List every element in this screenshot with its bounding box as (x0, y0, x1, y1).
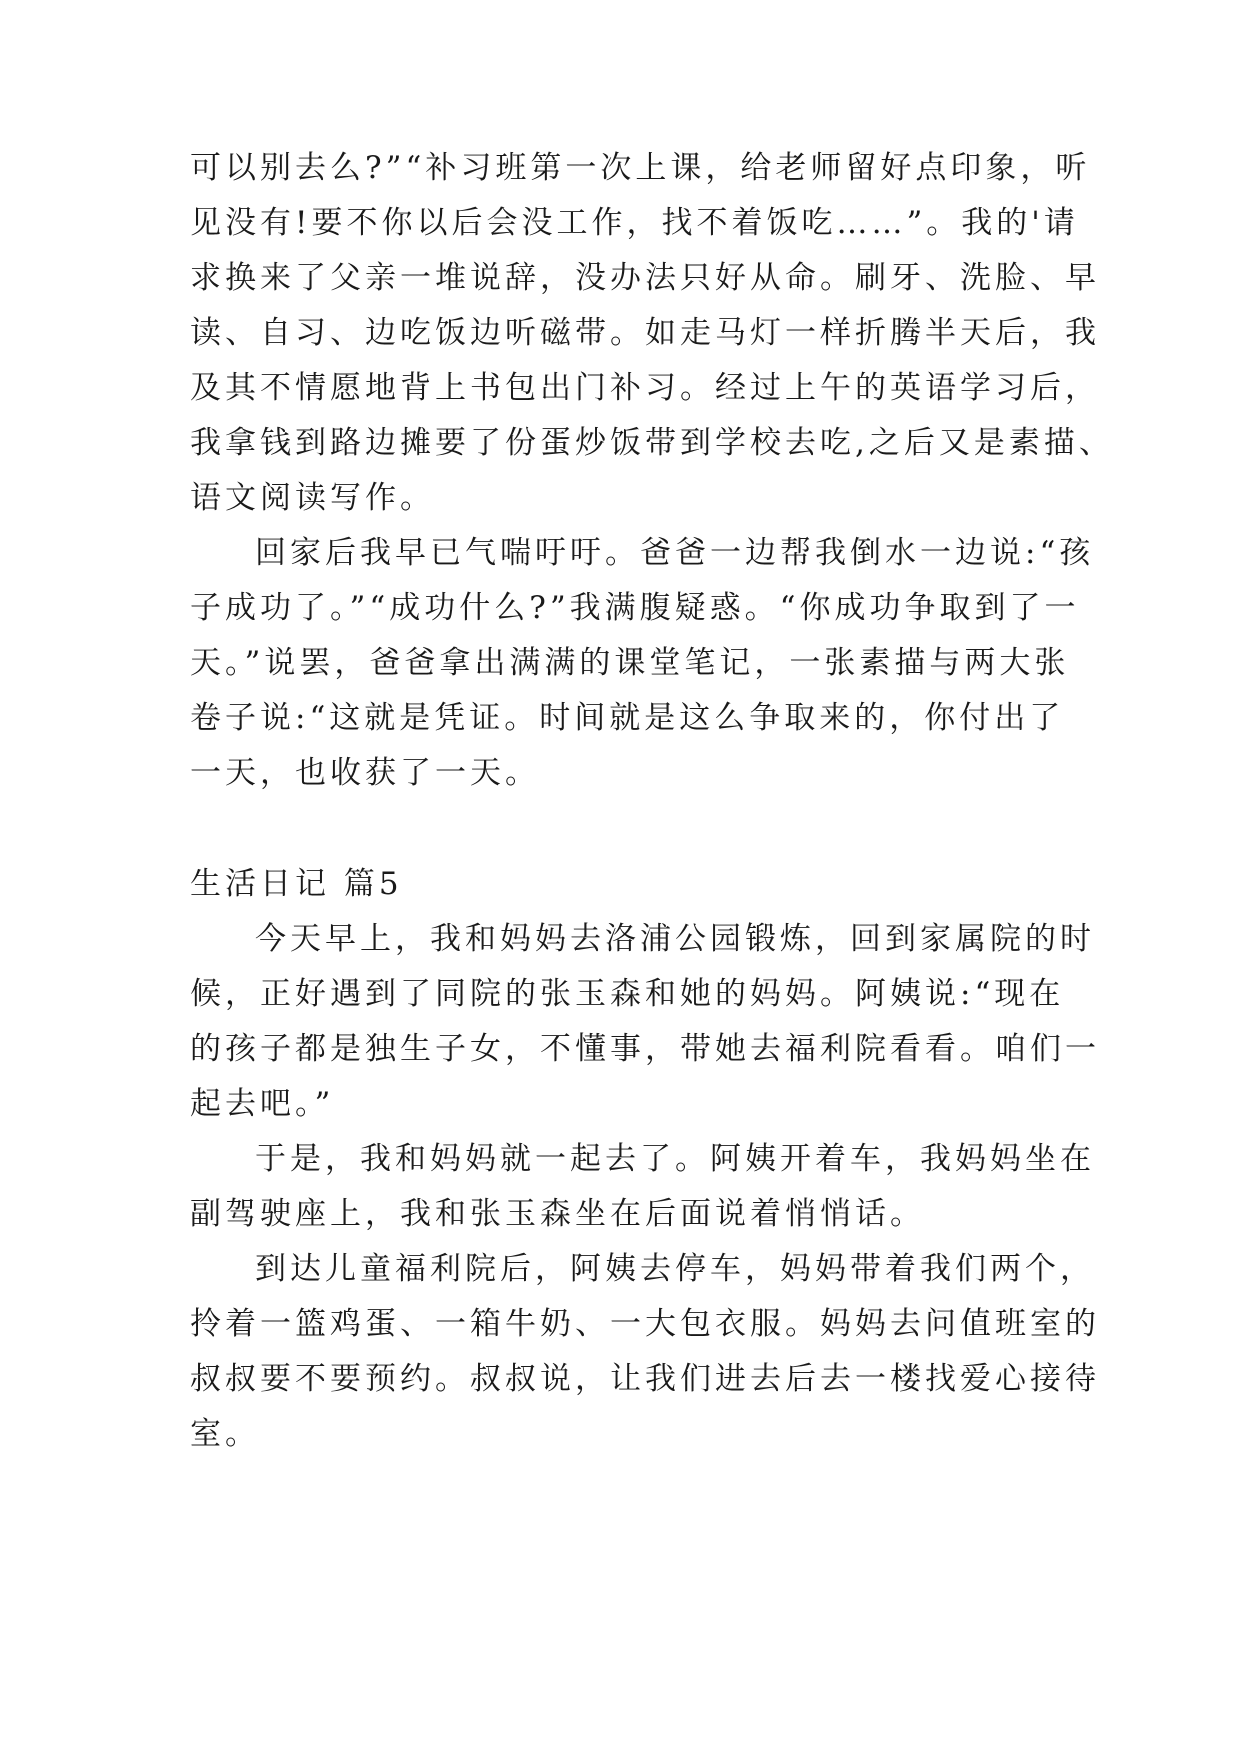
paragraph-line: 卷子说:“这就是凭证。时间就是这么争取来的，你付出了 (190, 700, 1065, 736)
paragraph-line: 及其不情愿地背上书包出门补习。经过上午的英语学习后， (190, 370, 1100, 406)
paragraph-line: 可以别去么?”“补习班第一次上课，给老师留好点印象，听 (190, 150, 1091, 186)
paragraph-line: 起去吧。” (190, 1086, 335, 1122)
paragraph-line: 候，正好遇到了同院的张玉森和她的妈妈。阿姨说:“现在 (190, 976, 1065, 1012)
paragraph-line: 见没有!要不你以后会没工作，找不着饭吃……”。我的'请 (190, 205, 1079, 241)
paragraph-line: 子成功了。”“成功什么?”我满腹疑惑。“你成功争取到了一 (190, 590, 1080, 626)
paragraph-line: 我拿钱到路边摊要了份蛋炒饭带到学校去吃,之后又是素描、 (190, 425, 1114, 461)
paragraph-line: 拎着一篮鸡蛋、一箱牛奶、一大包衣服。妈妈去问值班室的 (190, 1306, 1100, 1342)
section-heading: 生活日记 篇5 (190, 866, 403, 902)
paragraph-line: 的孩子都是独生子女，不懂事，带她去福利院看看。咱们一 (190, 1031, 1100, 1067)
paragraph-line: 天。”说罢，爸爸拿出满满的课堂笔记，一张素描与两大张 (190, 645, 1070, 681)
paragraph-line: 一天，也收获了一天。 (190, 755, 540, 791)
paragraph-line: 叔叔要不要预约。叔叔说，让我们进去后去一楼找爱心接待 (190, 1361, 1100, 1397)
paragraph-line: 读、自习、边吃饭边听磁带。如走马灯一样折腾半天后，我 (190, 315, 1100, 351)
paragraph-line: 语文阅读写作。 (190, 480, 435, 516)
paragraph-line: 副驾驶座上，我和张玉森坐在后面说着悄悄话。 (190, 1196, 925, 1232)
paragraph-line: 回家后我早已气喘吁吁。爸爸一边帮我倒水一边说:“孩 (255, 535, 1095, 571)
paragraph-line: 到达儿童福利院后，阿姨去停车，妈妈带着我们两个， (255, 1251, 1095, 1287)
paragraph-line: 于是，我和妈妈就一起去了。阿姨开着车，我妈妈坐在 (255, 1141, 1095, 1177)
paragraph-line: 求换来了父亲一堆说辞，没办法只好从命。刷牙、洗脸、早 (190, 260, 1100, 296)
paragraph-line: 室。 (190, 1416, 260, 1452)
paragraph-line: 今天早上，我和妈妈去洛浦公园锻炼，回到家属院的时 (255, 921, 1095, 957)
